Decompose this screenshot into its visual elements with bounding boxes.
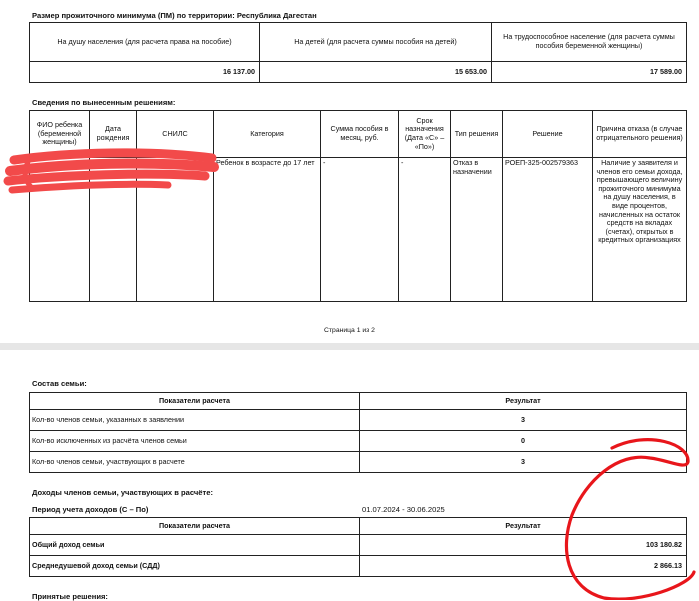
pm-value-children: 15 653.00 [260,62,492,83]
pm-value-working: 17 589.00 [492,62,687,83]
income-row-label: Среднедушевой доход семьи (СДД) [30,556,360,577]
decision-header-decision: Решение [503,111,593,158]
decision-header-birthdate: Дата рождения [90,111,137,158]
pm-section-title: Размер прожиточного минимума (ПМ) по территории: Республика Дагестан [32,11,317,20]
income-section-title: Доходы членов семьи, участвующих в расчёте: [32,488,213,497]
page-number: Страница 1 из 2 [324,327,375,334]
pm-table [29,22,687,83]
family-header-result: Результат [360,393,687,410]
income-row-value: 103 180.82 [360,535,687,556]
family-row-label: Кол-во исключенных из расчёта членов семьи [30,431,360,452]
decision-header-type: Тип решения [451,111,503,158]
pm-header-working: На трудоспособное население (для расчета суммы пособия беременной женщины) [492,23,687,62]
family-row-label: Кол-во членов семьи, участвующих в расчете [30,452,360,473]
decision-header-snils: СНИЛС [137,111,214,158]
family-header-indicator: Показатели расчета [30,393,360,410]
decision-reason-cell: Наличие у заявителя и членов его семьи дохода, превышающего величину прожиточного минимума на душу населения, в виде процентов, начисленных на остаток средств на вкладах (счетах), открытых в кредитных организациях [593,158,687,302]
income-header-indicator: Показатели расчета [30,518,360,535]
page-separator [0,343,699,350]
decision-period-cell: - [399,158,451,302]
income-period-value: 01.07.2024 - 30.06.2025 [362,505,445,514]
decision-category-cell: Ребенок в возрасте до 17 лет [214,158,321,302]
decision-name-cell [30,158,90,302]
family-section-title: Состав семьи: [32,379,87,388]
decision-snils-cell [137,158,214,302]
decision-header-category: Категория [214,111,321,158]
family-table [29,392,687,473]
income-table [29,517,687,577]
pm-header-children: На детей (для расчета суммы пособия на детей) [260,23,492,62]
accepted-decisions-title: Принятые решения: [32,592,108,601]
pm-value-per-capita: 16 137.00 [30,62,260,83]
income-period-label: Период учета доходов (С – По) [32,505,149,514]
income-row-value: 2 866.13 [360,556,687,577]
decision-header-amount: Сумма пособия в месяц, руб. [321,111,399,158]
decision-header-period: Срок назначения (Дата «С» – «По») [399,111,451,158]
decision-type-cell: Отказ в назначении [451,158,503,302]
pm-header-per-capita: На душу населения (для расчета права на пособие) [30,23,260,62]
decision-header-name: ФИО ребенка (беременной женщины) [30,111,90,158]
family-row-label: Кол-во членов семьи, указанных в заявлении [30,410,360,431]
decision-birthdate-cell [90,158,137,302]
decisions-section-title: Сведения по вынесенным решениям: [32,98,176,107]
family-row-value: 0 [360,431,687,452]
income-header-result: Результат [360,518,687,535]
decision-header-reason: Причина отказа (в случае отрицательного решения) [593,111,687,158]
decision-amount-cell: - [321,158,399,302]
family-row-value: 3 [360,452,687,473]
family-row-value: 3 [360,410,687,431]
decisions-table [29,110,687,302]
income-row-label: Общий доход семьи [30,535,360,556]
decision-number-cell: РОЕП-325-002579363 [503,158,593,302]
